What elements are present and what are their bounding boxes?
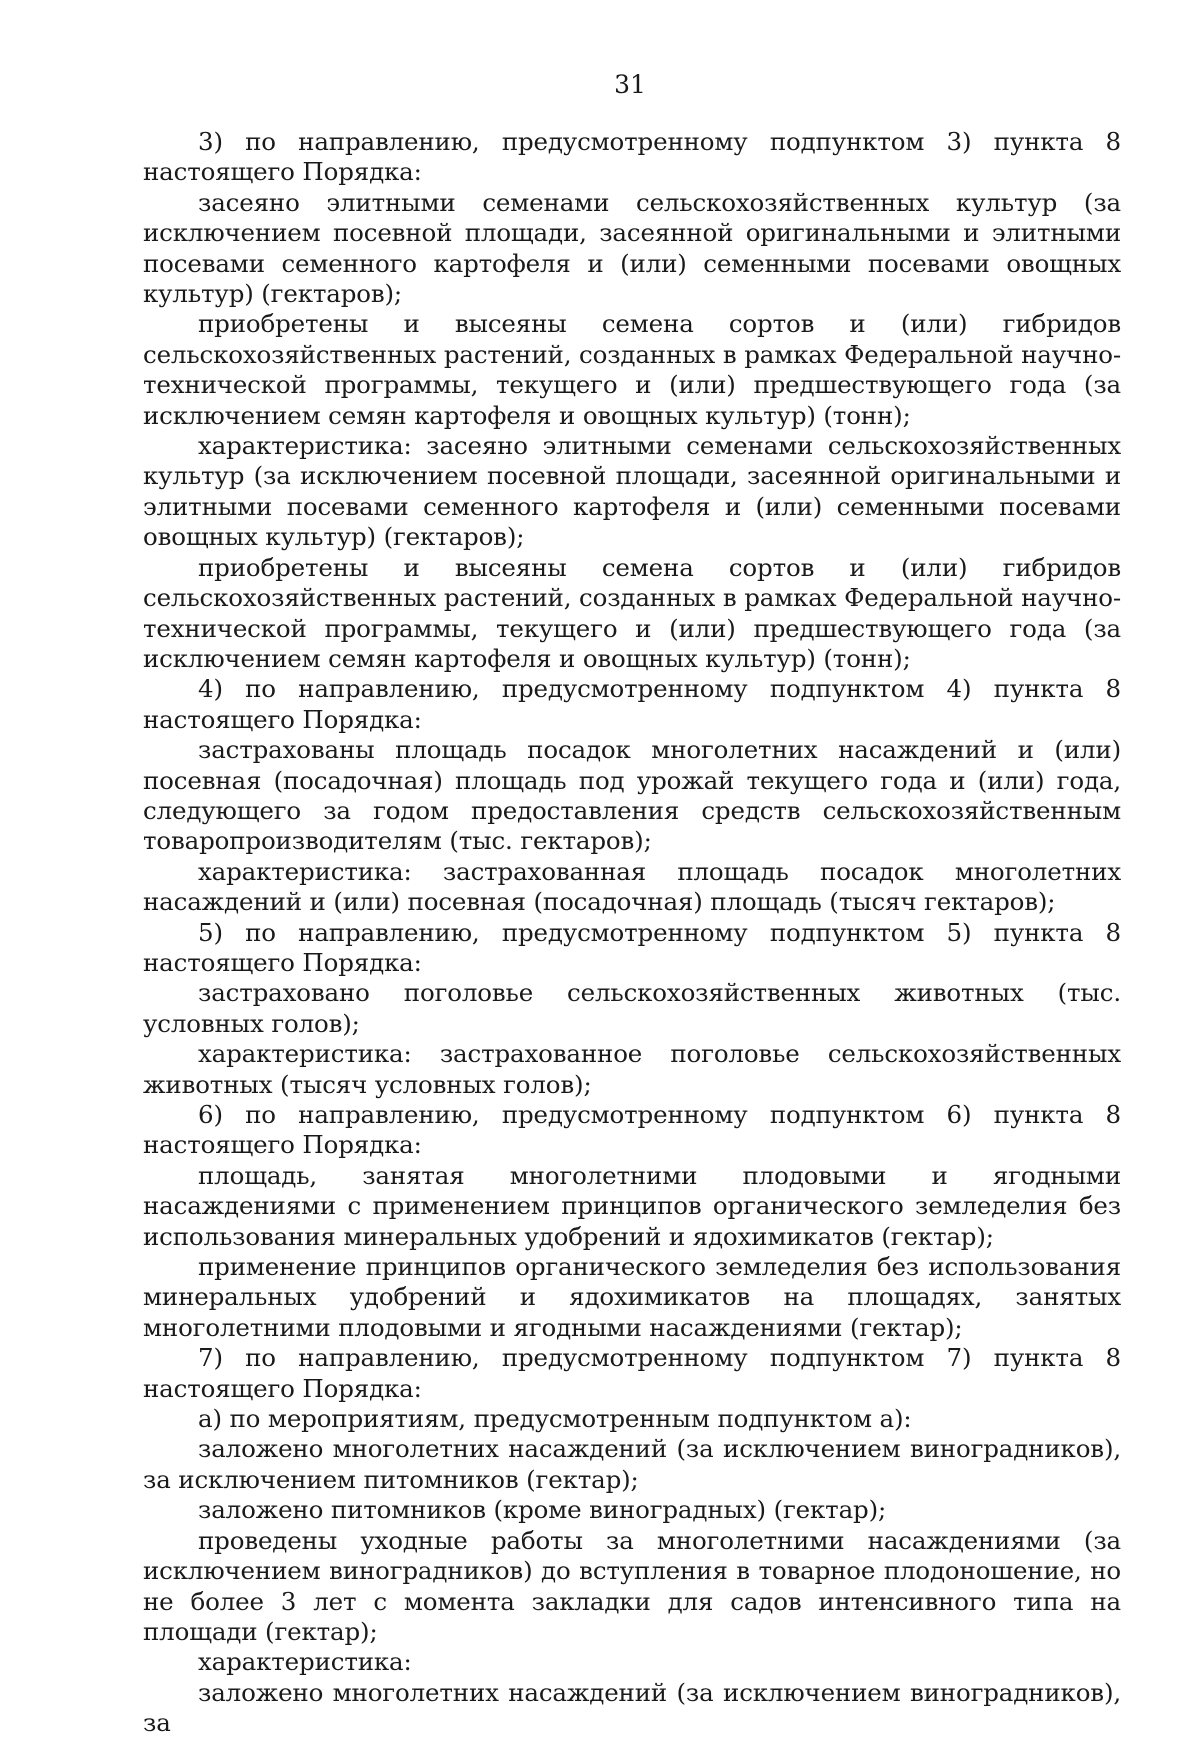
paragraph: 4) по направлению, предусмотренному подпунктом 4) пункта 8 настоящего Порядка: [143,674,1121,734]
paragraph: характеристика: застрахованная площадь посадок многолетних насаждений и (или) посевная (посадочная) площадь (тысяч гектаров); [143,856,1121,917]
paragraph: а) по мероприятиям, предусмотренным подпунктом а): [198,1404,912,1434]
paragraph: характеристика: застрахованное поголовье сельскохозяйственных животных (тысяч условных голов); [143,1039,1121,1099]
paragraph: проведены уходные работы за многолетними насаждениями (за исключением виноградников) до вступления в товарное плодоношение, но не более 3 лет с момента закладки для садов интенсивного типа на площади (гектар); [143,1525,1121,1646]
paragraph: заложено многолетних насаждений (за исключением виноградников), за исключением питомников (гектар); [143,1434,1121,1494]
paragraph: 6) по направлению, предусмотренному подпунктом 6) пункта 8 настоящего Порядка: [143,1100,1121,1160]
paragraph: 3) по направлению, предусмотренному подпунктом 3) пункта 8 настоящего Порядка: [143,127,1121,187]
paragraph: застрахованы площадь посадок многолетних насаждений и (или) посевная (посадочная) площадь под урожай текущего года и (или) года, следующего за годом предоставления средств сельскохозяйственным товаропроизводителям (тыс. гектаров); [143,735,1121,856]
paragraph: характеристика: [198,1647,412,1677]
paragraph: 5) по направлению, предусмотренному подпунктом 5) пункта 8 настоящего Порядка: [143,917,1121,977]
document-body [143,127,1121,1739]
page-number: 31 [614,70,646,99]
paragraph: применение принципов органического земледелия без использования минеральных удобрений и ядохимикатов на площадях, занятых многолетними плодовыми и ягодными насаждениями (гектар); [143,1252,1121,1342]
paragraph: приобретены и высеяны семена сортов и (или) гибридов сельскохозяйственных растений, созданных в рамках Федеральной научно-технической программы, текущего и (или) предшествующего года (за исключением семян картофеля и овощных культур) (тонн); [143,552,1121,673]
paragraph: 7) по направлению, предусмотренному подпунктом 7) пункта 8 настоящего Порядка: [143,1343,1121,1403]
paragraph: заложено питомников (кроме виноградных) (гектар); [198,1495,887,1525]
paragraph: характеристика: засеяно элитными семенами сельскохозяйственных культур (за исключением посевной площади, засеянной оригинальными и элитными посевами семенного картофеля и (или) семенными посевами овощных культур) (гектаров); [143,431,1121,552]
paragraph: площадь, занятая многолетними плодовыми и ягодными насаждениями с применением принципов органического земледелия без использования минеральных удобрений и ядохимикатов (гектар); [143,1160,1121,1251]
paragraph: засеяно элитными семенами сельскохозяйственных культур (за исключением посевной площади, засеянной оригинальными и элитными посевами семенного картофеля и (или) семенными посевами овощных культур) (гектаров); [143,187,1121,309]
paragraph: заложено многолетних насаждений (за исключением виноградников), за [143,1677,1121,1738]
paragraph: приобретены и высеяны семена сортов и (или) гибридов сельскохозяйственных растений, созданных в рамках Федеральной научно-технической программы, текущего и (или) предшествующего года (за исключением семян картофеля и овощных культур) (тонн); [143,309,1121,430]
paragraph: застраховано поголовье сельскохозяйственных животных (тыс. условных голов); [143,978,1121,1038]
